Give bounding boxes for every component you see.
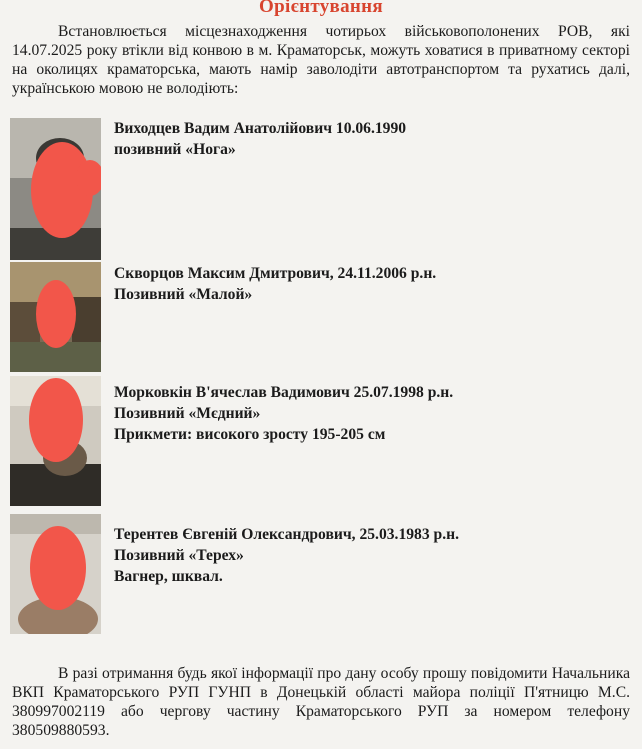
person-entry-3 — [10, 376, 630, 506]
person-info — [114, 524, 624, 587]
person-photo-redacted — [10, 262, 101, 372]
page-title: Орієнтування — [259, 0, 383, 17]
person-name: Скворцов Максим Дмитрович, 24.11.2006 р.н. — [114, 265, 437, 282]
person-photo-redacted — [10, 514, 101, 634]
person-name: Виходцев Вадим Анатолійович 10.06.1990 — [114, 120, 407, 137]
person-photo-redacted — [10, 118, 101, 260]
person-name: Морковкін В'ячеслав Вадимович 25.07.1998 р.н. — [114, 384, 454, 401]
person-callsign: Позивний «Терех» — [114, 547, 244, 564]
person-callsign: Позивний «Мєдний» — [114, 405, 261, 422]
person-callsign: позивний «Нога» — [114, 141, 236, 158]
person-entry-4 — [10, 514, 630, 634]
person-entry-1 — [10, 118, 630, 260]
person-name: Терентев Євгеній Олександрович, 25.03.1983 р.н. — [114, 526, 459, 543]
person-affiliation: Вагнер, шквал. — [114, 568, 223, 585]
person-entry-2 — [10, 262, 630, 372]
person-info — [114, 263, 624, 305]
person-info — [114, 382, 624, 445]
person-photo-redacted — [10, 376, 101, 506]
person-info — [114, 118, 624, 160]
contact-paragraph: В разі отримання будь якої інформації про дану особу прошу повідомити Начальника ВКП Краматорського РУП ГУНП в Донецькій області майора поліції П'ятницю М.С. 380997002119 або чергову частину Краматорського РУП за номером телефону 380509880593. — [12, 665, 630, 739]
person-callsign: Позивний «Малой» — [114, 286, 253, 303]
person-features: Прикмети: високого зросту 195-205 см — [114, 426, 386, 443]
intro-paragraph: Встановлюється місцезнаходження чотирьох військовополонених РОВ, які 14.07.2025 року втікли від конвою в м. Краматорськ, можуть ховатися в приватному секторі на околицях краматорська, мають намір заволодіти автотранспортом та рухатись далі, українською мовою не володіють: — [12, 23, 630, 97]
